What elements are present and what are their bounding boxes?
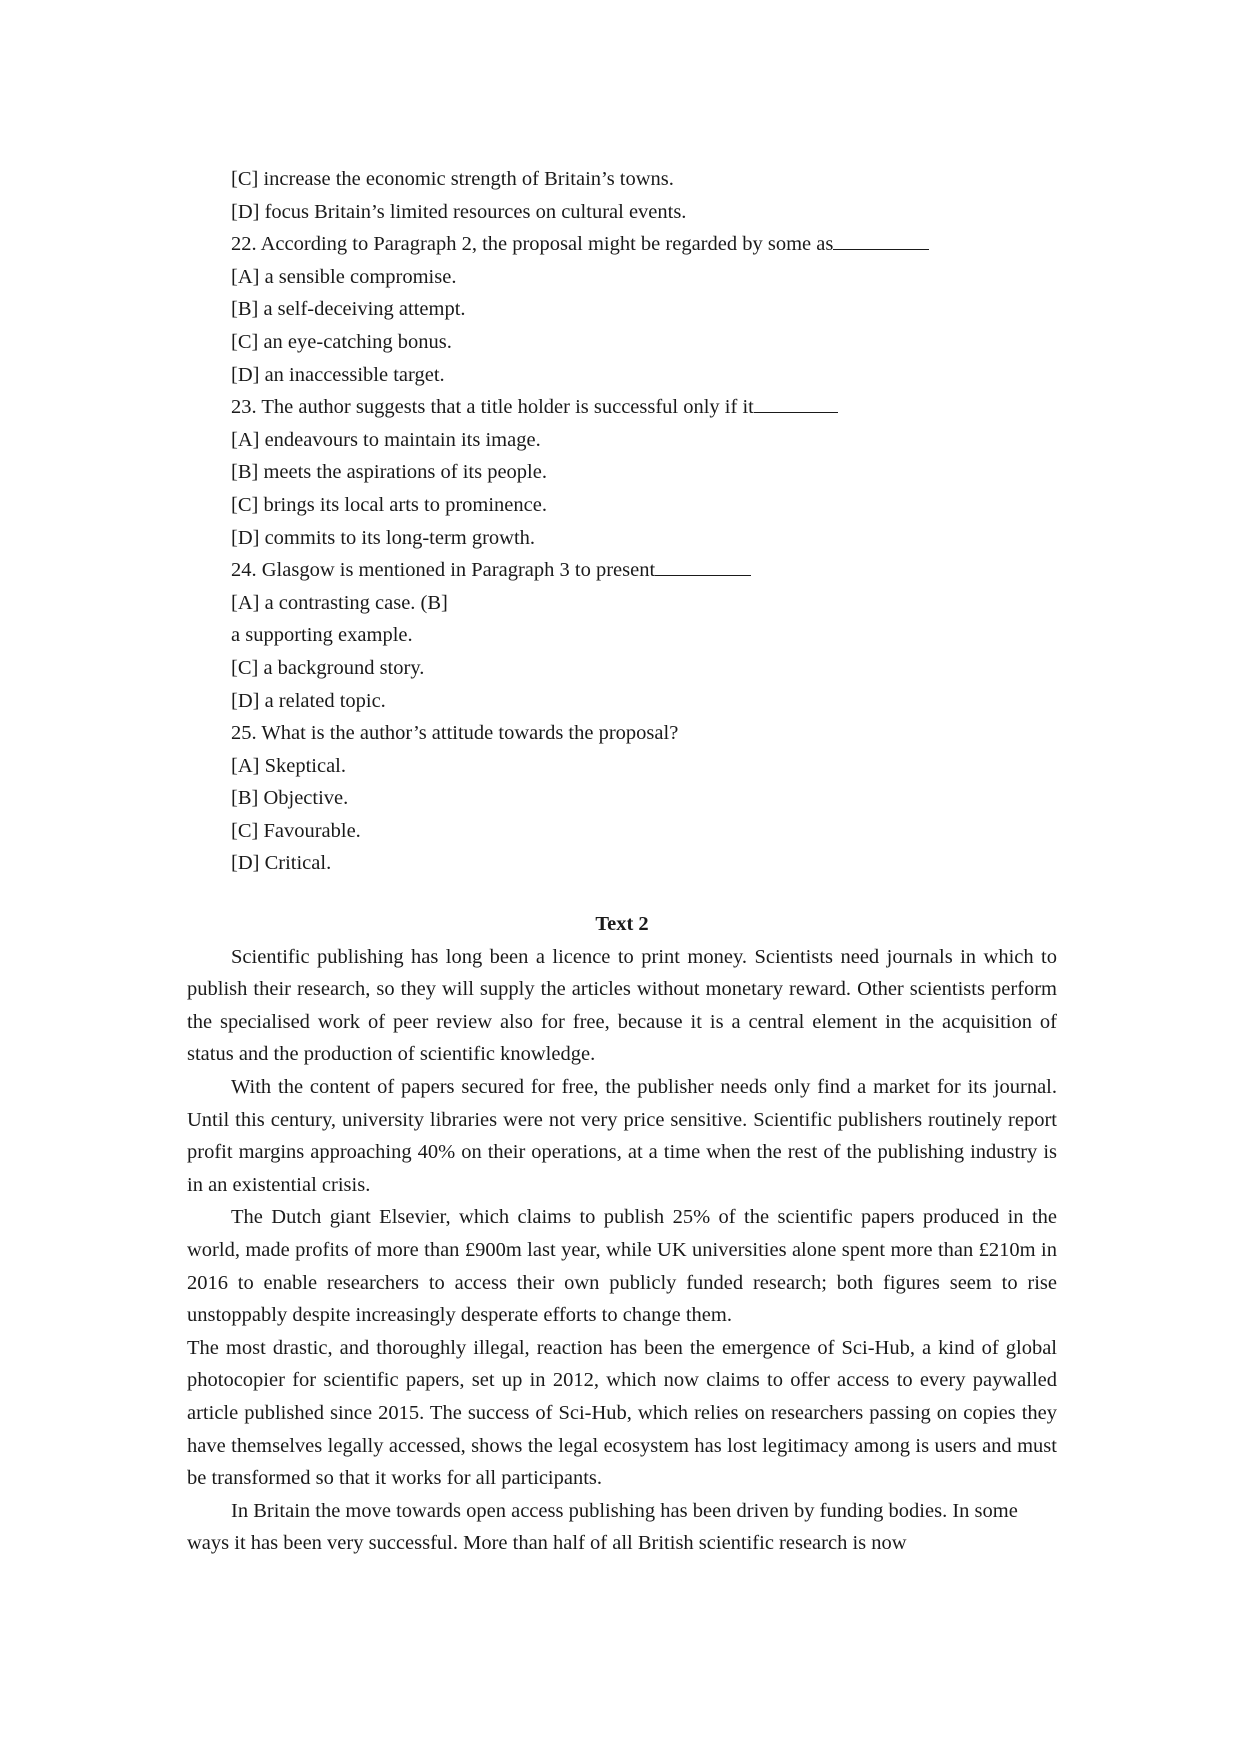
q25-option-b: [B] Objective. xyxy=(231,787,349,810)
q23-stem xyxy=(231,391,1051,424)
answer-blank xyxy=(655,555,751,576)
q24-option-b: a supporting example. xyxy=(231,624,413,647)
q22-option-a: [A] a sensible compromise. xyxy=(231,265,457,288)
text2-paragraph-2: With the content of papers secured for free, the publisher needs only find a market for its journal. Until this century, university libraries were not very price sensitive. Scientific publishers routinely report profit margins approaching 40% on their operations, at a time when the rest of the publishing industry is in an existential crisis. xyxy=(187,1075,1057,1196)
q25-option-d: [D] Critical. xyxy=(231,852,332,875)
q25-stem: 25. What is the author’s attitude towards the proposal? xyxy=(231,722,679,745)
q24-stem-text: 24. Glasgow is mentioned in Paragraph 3 to present xyxy=(231,559,656,582)
q24-option-c: [C] a background story. xyxy=(231,656,425,679)
text2-article xyxy=(187,908,1057,1560)
q24-option-d: [D] a related topic. xyxy=(231,689,386,712)
q22-option-b: [B] a self-deceiving attempt. xyxy=(231,298,466,321)
text2-paragraph-4: The most drastic, and thoroughly illegal, reaction has been the emergence of Sci-Hub, a kind of global photocopier for scientific papers, set up in 2012, which now claims to offer access to every paywalled article published since 2015. The success of Sci-Hub, which relies on researchers passing on copies they have themselves legally accessed, shows the legal ecosystem has lost legitimacy among is users and must be transformed so that it works for all participants. xyxy=(187,1336,1057,1490)
q21-option-d: [D] focus Britain’s limited resources on cultural events. xyxy=(231,200,687,223)
q23-stem-text: 23. The author suggests that a title holder is successful only if it xyxy=(231,396,754,419)
text2-title: Text 2 xyxy=(595,913,649,935)
answer-blank xyxy=(833,229,929,250)
q25-option-c: [C] Favourable. xyxy=(231,819,361,842)
answer-blank xyxy=(754,392,838,413)
q25-option-a: [A] Skeptical. xyxy=(231,754,346,777)
question-block xyxy=(231,163,1051,880)
q22-stem-text: 22. According to Paragraph 2, the proposal might be regarded by some as xyxy=(231,233,834,256)
q22-option-c: [C] an eye-catching bonus. xyxy=(231,330,452,353)
q22-stem xyxy=(231,228,1051,261)
q23-option-a: [A] endeavours to maintain its image. xyxy=(231,428,541,451)
q22-option-d: [D] an inaccessible target. xyxy=(231,363,445,386)
q23-option-b: [B] meets the aspirations of its people. xyxy=(231,461,547,484)
text2-paragraph-1: Scientific publishing has long been a licence to print money. Scientists need journals in which to publish their research, so they will supply the articles without monetary reward. Other scientists perform the specialised work of peer review also for free, because it is a central element in the acquisition of status and the production of scientific knowledge. xyxy=(187,945,1057,1066)
q23-option-d: [D] commits to its long-term growth. xyxy=(231,526,536,549)
q24-stem xyxy=(231,554,1051,587)
text2-paragraph-5: In Britain the move towards open access publishing has been driven by funding bodies. In some ways it has been very successful. More than half of all British scientific research is now xyxy=(187,1499,1018,1555)
q21-option-c: [C] increase the economic strength of Britain’s towns. xyxy=(231,168,674,190)
q24-option-a: [A] a contrasting case. (B] xyxy=(231,591,448,614)
q23-option-c: [C] brings its local arts to prominence. xyxy=(231,493,547,516)
text2-paragraph-3: The Dutch giant Elsevier, which claims to publish 25% of the scientific papers produced in the world, made profits of more than £900m last year, while UK universities alone spent more than £210m in 2016 to enable researchers to access their own publicly funded research; both figures seem to rise unstoppably despite increasingly desperate efforts to change them. xyxy=(187,1206,1057,1327)
